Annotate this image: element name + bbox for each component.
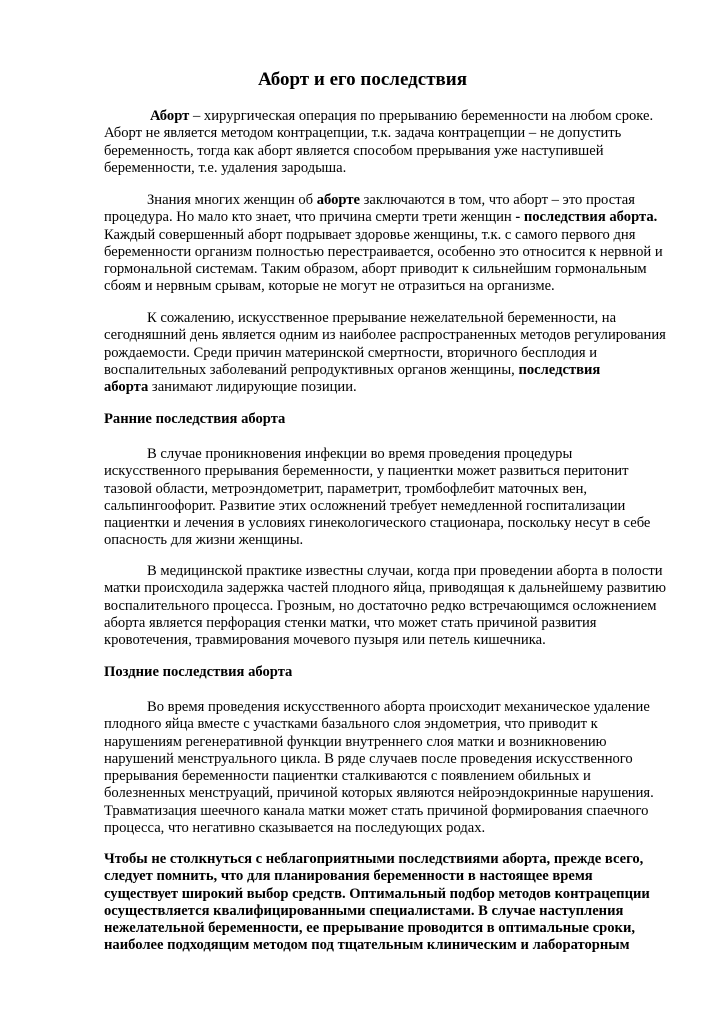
paragraph-regret (104, 310, 664, 396)
text-line: болезненных менструаций, причиной которых являются нейроэндокринные нарушения. (104, 785, 654, 802)
text-line: воспалительного процесса. Грозным, но достаточно редко встречающимся осложнением (104, 597, 657, 614)
text-line: сегодняшний день является одним из наиболее распространенных методов регулирования (104, 327, 666, 344)
text-line (104, 379, 664, 396)
text-line (104, 192, 664, 209)
paragraph-late (104, 699, 664, 837)
paragraph-practice (104, 563, 667, 649)
bold-term: аборте (316, 192, 360, 208)
text-line: беременности организм полностью перестраивается, особенно это относится к нервной и (104, 243, 663, 260)
bold-term: аборта (104, 379, 149, 396)
text-span: – хирургическая операция по прерыванию беременности на любом сроке. (189, 108, 654, 124)
text-span: заключаются в том, что аборт – это простая (360, 192, 635, 208)
paragraph-definition (104, 108, 664, 177)
paragraph-knowledge (104, 192, 664, 296)
text-line (104, 209, 664, 226)
text-line: Во время проведения искусственного аборта происходит механическое удаление (147, 699, 650, 715)
section-heading-early: Ранние последствия аборта (104, 411, 286, 427)
text-span: процедура. Но мало кто знает, что причина смерти трети женщин (104, 209, 516, 226)
text-line: В случае проникновения инфекции во время проведения процедуры (147, 446, 573, 462)
paragraph-conclusion (104, 851, 664, 955)
text-line: процесса, что негативно сказывается на последующих родах. (104, 820, 486, 837)
text-line (104, 362, 664, 379)
bold-term: последствия (518, 361, 601, 378)
text-line: следует помнить, что для планирования беременности в настоящее время (104, 868, 593, 885)
text-span: воспалительных заболеваний репродуктивных органов женщины, (104, 361, 519, 378)
text-line: прерывания беременности пациентки сталкиваются с появлением обильных и (104, 768, 591, 785)
text-line: Аборт не является методом контрацепции, т.к. задача контрацепции – не допустить (104, 125, 622, 142)
text-line: нарушениям регенеративной функции внутреннего слоя матки и возникновению (104, 733, 607, 750)
section-heading-late: Поздние последствия аборта (104, 664, 293, 680)
text-line: осуществляется квалифицированными специалистами. В случае наступления (104, 902, 624, 919)
text-line: кровотечения, травмирования мочевого пузыря или петель кишечника. (104, 632, 546, 649)
text-line: пациентки и лечения в условиях гинекологического стационара, поскольку несут в себе (104, 515, 651, 532)
text-line: опасность для жизни женщины. (104, 532, 304, 549)
text-line: наиболее подходящим методом под тщательным клиническим и лабораторным (104, 937, 630, 954)
text-line: В медицинской практике известны случаи, когда при проведении аборта в полости (147, 563, 663, 579)
text-line: гормональной системам. Таким образом, аборт приводит к сильнейшим гормональным (104, 261, 647, 278)
text-line: искусственного прерывания беременности, у пациентки может развиться перитонит (104, 463, 629, 480)
text-line: К сожалению, искусственное прерывание нежелательной беременности, на (147, 310, 617, 326)
bold-term: Аборт (150, 108, 190, 124)
text-line: нежелательной беременности, ее прерывание проводится в оптимальные сроки, (104, 920, 636, 937)
text-span: Знания многих женщин об (147, 192, 317, 208)
text-span: занимают лидирующие позиции. (148, 379, 357, 396)
text-line: рождаемости. Среди причин материнской смертности, вторичного бесплодия и (104, 344, 598, 361)
text-line: сбоям и нервным срывам, которые не могут не отразиться на организме. (104, 278, 555, 295)
text-line: Травматизация шеечного канала матки может стать причиной формирования спаечного (104, 802, 649, 819)
text-line: существует широкий выбор средств. Оптимальный подбор методов контрацепции (104, 885, 650, 902)
text-line (104, 108, 664, 125)
paragraph-infection (104, 446, 664, 550)
text-line: тазовой области, метроэндометрит, параметрит, тромбофлебит маточных вен, (104, 480, 588, 497)
text-line: беременность, тогда как аборт является способом прерывания уже наступившей (104, 142, 604, 159)
text-line: беременности, т.е. удаления зародыша. (104, 159, 347, 176)
page-title: Аборт и его последствия (257, 69, 468, 90)
text-line: Чтобы не столкнуться с неблагоприятными последствиями аборта, прежде всего, (104, 851, 644, 867)
text-line: Каждый совершенный аборт подрывает здоровье женщины, т.к. с самого первого дня (104, 226, 636, 243)
text-line: нарушений менструального цикла. В ряде случаев после проведения искусственного (104, 750, 633, 767)
text-line: аборта является перфорация стенки матки, что может стать причиной развития (104, 614, 597, 631)
text-line: сальпингоофорит. Развитие этих осложнений требует немедленной госпитализации (104, 497, 626, 514)
text-line: плодного яйца вместе с участками базального слоя эндометрия, что приводит к (104, 716, 598, 733)
bold-term: - последствия аборта. (515, 209, 658, 226)
text-line: матки происходила задержка частей плодного яйца, приводящая к дальнейшему развитию (104, 580, 667, 597)
